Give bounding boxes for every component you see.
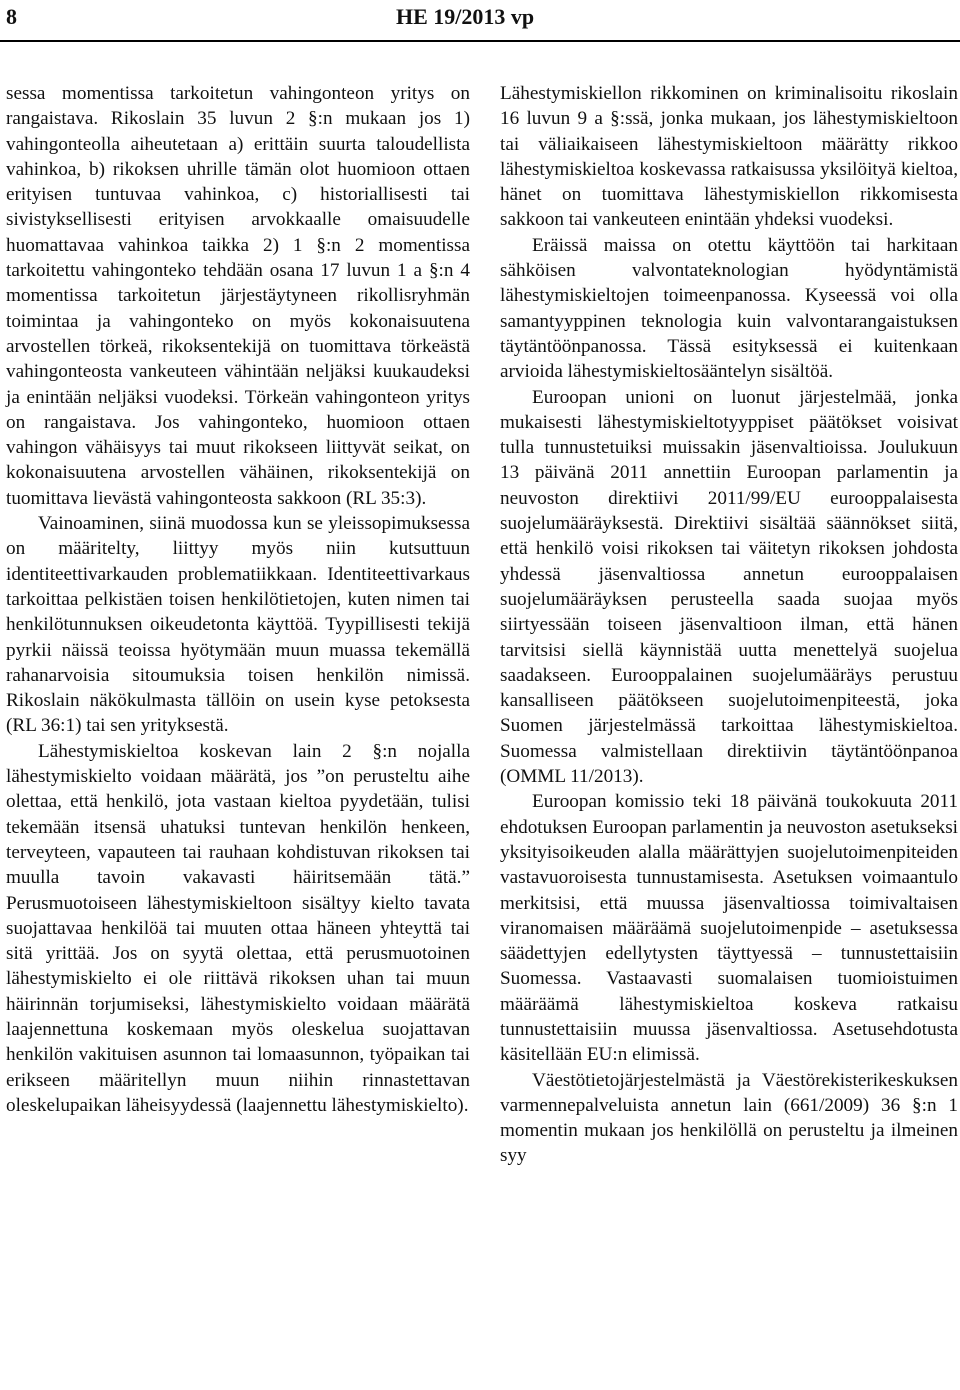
paragraph: Euroopan unioni on luonut järjestelmää, jonka mukaisesti lähestymiskieltotyyppiset päätökset voisivat tulla tunnustetuiksi muissakin jäsenvaltioissa. Joulukuun 13 päivänä 2011 annettiin Euroopan parlamentin ja neuvoston direktiivi 2011/99/EU eurooppalaisesta suojelumääräyksestä. Direktiivi sisältää säännökset siitä, että henkilö voisi rikoksen tai väitetyn rikoksen johdosta yhdessä jäsenvaltiossa annetun eurooppalaisen suojelumääräyksen perusteella saada suojaa myös siirtyessään toiseen jäsenvaltioon ilman, että hänen tarvitsisi siellä käynnistää uutta menettelyä suojelua saadakseen. Eurooppalainen suojelumääräys perustuu kansalliseen päätökseen suojelutoimenpiteestä, joka Suomen järjestelmässä tarkoittaa lähestymiskieltoa. Suomessa valmistellaan direktiivin täytäntöönpanoa (OMML 11/2013). [500, 386, 958, 788]
page-header [0, 0, 960, 44]
paragraph: Lähestymiskiellon rikkominen on kriminalisoitu rikoslain 16 luvun 9 a §:ssä, jonka mukaan, jos lähestymiskieltoon tai väliaikaiseen lähestymiskieltoon määrätty rikkoo lähestymiskieltoa koskevassa ratkaisussa yksilöityä kieltoa, hänet on tuomittava lähestymiskiellon rikkomisesta sakkoon tai vankeuteen enintään yhdeksi vuodeksi. [500, 83, 958, 231]
paragraph: Eräissä maissa on otettu käyttöön tai harkitaan sähköisen valvontateknologian hyödyntämistä lähestymiskieltojen toimeenpanossa. Kyseessä voi olla samantyyppinen teknologia kuin valvontarangaistuksen täytäntöönpanossa. Tässä esityksessä ei kuitenkaan arvioida lähestymiskieltosääntelyn sisältöä. [500, 234, 958, 383]
header-rule [0, 40, 960, 42]
right-column [500, 81, 958, 1169]
paragraph: sessa momentissa tarkoitetun vahingonteon yritys on rangaistava. Rikoslain 35 luvun 2 §:n mukaan jos 1) vahingonteolla aiheutetaan a) erittäin suurta taloudellista vahinkoa, b) rikoksen uhrille tämän olot huomioon ottaen erityisen tuntuvaa vahinkoa, c) historiallisesti tai sivistyksellisesti erityisen arvokkaalle omaisuudelle huomattavaa vahinkoa taikka 2) 1 §:n 2 momentissa tarkoitettu vahingonteko tehdään osana 17 luvun 1 a §:n 4 momentissa tarkoitetun järjestäytyneen rikollisryhmän toimintaa ja vahingonteko on myös kokonaisuutena arvostellen törkeä, rikoksentekijä on tuomittava törkeästä vahingonteosta vankeuteen vähintään neljäksi kuukaudeksi ja enintään neljäksi vuodeksi. Törkeän vahingonteon yritys on rangaistava. Jos vahingonteko, huomioon ottaen vahingon vähäisyys tai muut rikokseen liittyvät seikat, on kokonaisuutena arvostellen vähäinen, rikoksentekijä on tuomittava lievästä vahingonteosta sakkoon (RL 35:3). [6, 83, 470, 509]
paragraph: Lähestymiskieltoa koskevan lain 2 §:n nojalla lähestymiskielto voidaan määrätä, jos ”on perusteltu aihe olettaa, että henkilö, jota vastaan kieltoa pyydetään, tulisi tekemään itsensä uhatuksi tuntevan henkilön henkeen, terveyteen, vapauteen tai rauhaan kohdistuvan rikoksen tai muulla tavoin vakavasti häiritsemään tätä.” Perusmuotoiseen lähestymiskieltoon sisältyy kielto tavata suojattavaa henkilöä tai muuten ottaa häneen yhteyttä tai sitä yrittää. Jos on syytä olettaa, että perusmuotoinen lähestymiskielto ei ole riittävä rikoksen uhan tai muun häirinnän torjumiseksi, lähestymiskielto voidaan määrätä laajennettuna koskemaan myös oleskelua suojattavan henkilön vakituisen asunnon tai lomaasunnon, työpaikan tai erikseen määritellyn muun niihin rinnastettavan oleskelupaikan läheisyydessä (laajennettu lähestymiskielto). [6, 740, 470, 1116]
paragraph: Euroopan komissio teki 18 päivänä toukokuuta 2011 ehdotuksen Euroopan parlamentin ja neuvoston asetukseksi yksityisoikeuden alalla määrättyjen suojelutoimenpiteiden vastavuoroisesta tunnustamisesta. Asetuksen voimaantulo merkitsisi, että muussa jäsenvaltiossa toimivaltaisen viranomaisen määräämä suojelutoimenpide – asetuksessa säädettyjen edellytysten täyttyessä – tunnustettaisiin Suomessa. Vastaavasti suomalaisen tuomioistuimen määräämä lähestymiskieltoa koskeva ratkaisu tunnustettaisiin muussa jäsenvaltiossa. Asetusehdotusta käsitellään EU:n elimissä. [500, 791, 958, 1066]
paragraph: Vainoaminen, siinä muodossa kun se yleissopimuksessa on määritelty, liittyy myös niin kutsuttuun identiteettivarkauden problematiikkaan. Identiteettivarkaus tarkoittaa pelkistäen toisen henkilötietojen, kuten nimen tai henkilötunnuksen oikeudetonta käyttöä. Tyypillisesti tekijä pyrkii näissä teoissa hyötymään muun muassa tekemällä rahanarvoisia sitoumuksia toisen henkilön nimissä. Rikoslain näkökulmasta tällöin on usein kyse petoksesta (RL 36:1) tai sen yrityksestä. [6, 513, 470, 737]
left-column [6, 81, 470, 1118]
paragraph: Väestötietojärjestelmästä ja Väestörekisterikeskuksen varmennepalveluista annetun lain (661/2009) 36 §:n 1 momentin mukaan jos henkilöllä on perusteltu ja ilmeinen syy [500, 1069, 958, 1167]
document-id: HE 19/2013 vp [396, 4, 535, 29]
page-number: 8 [6, 4, 17, 29]
